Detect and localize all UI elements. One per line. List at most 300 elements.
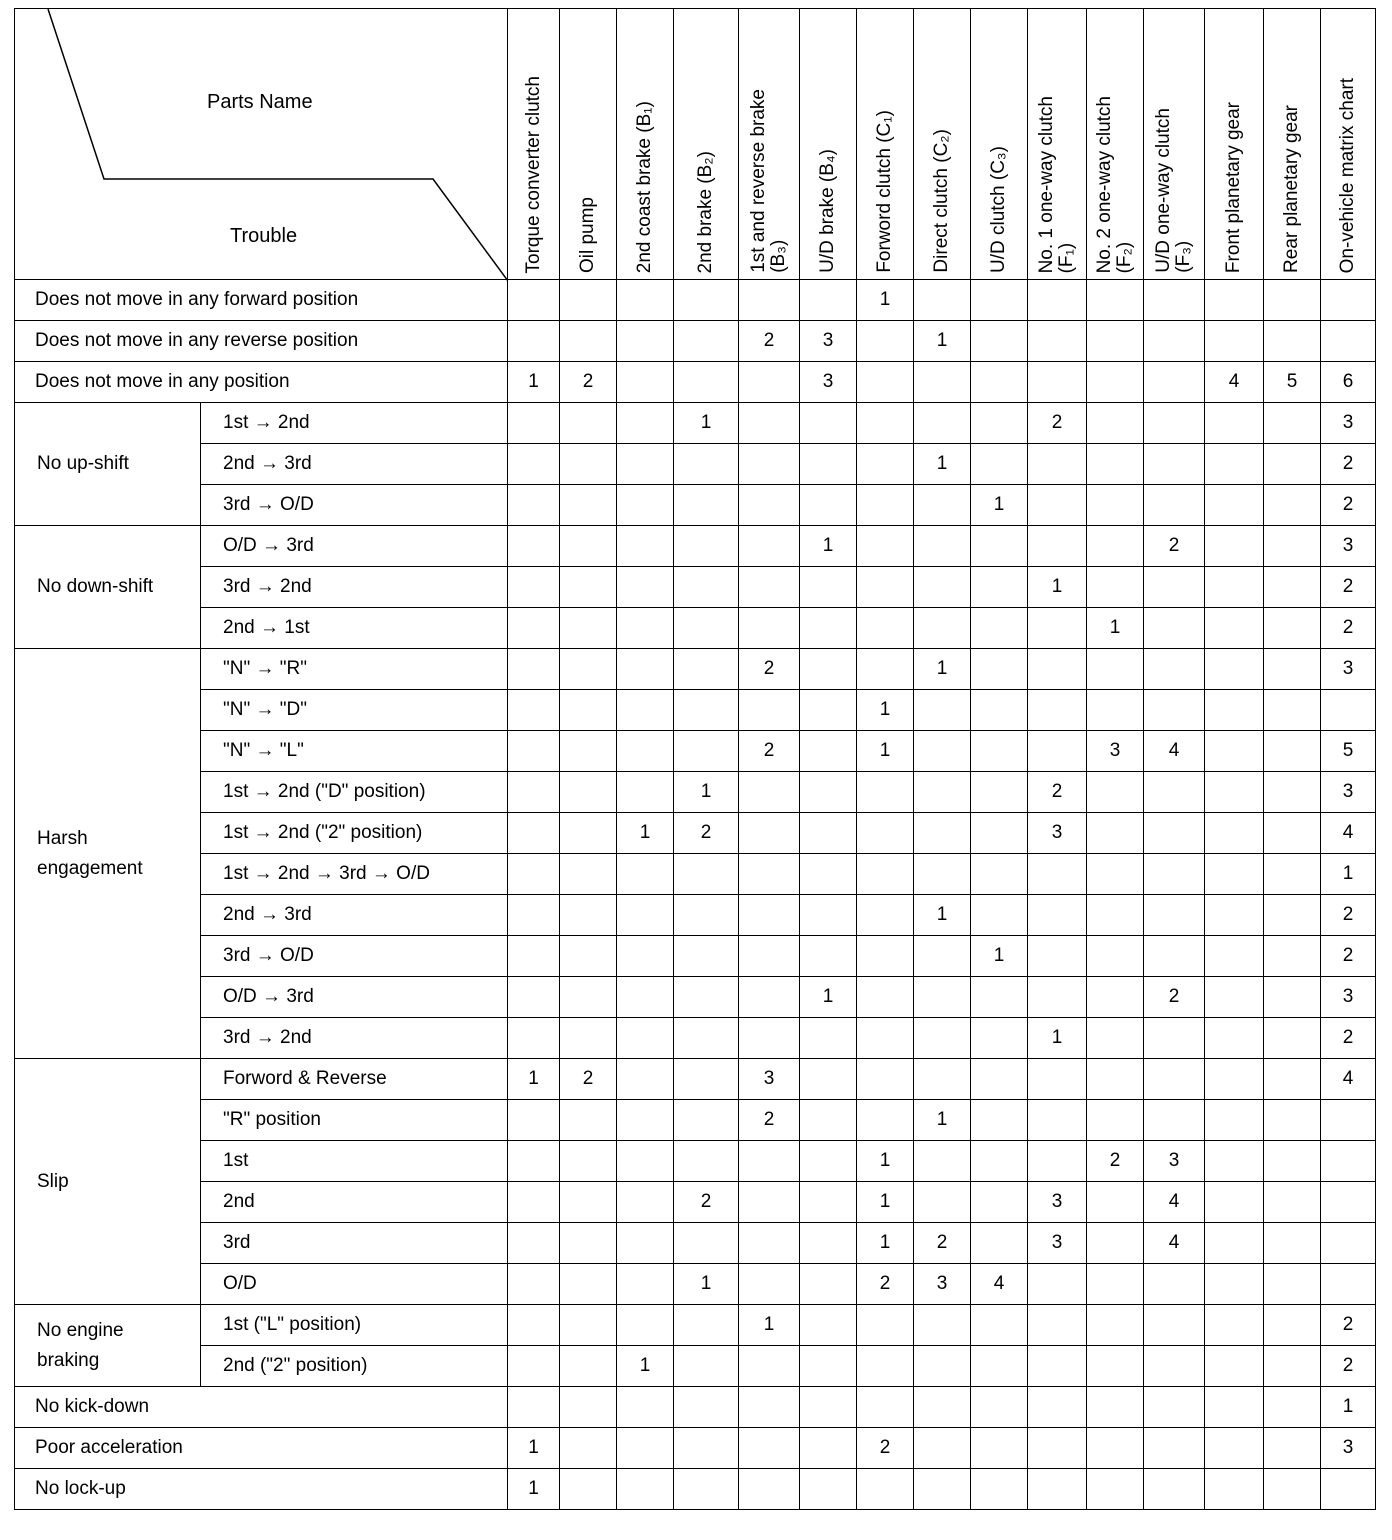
matrix-cell bbox=[1205, 977, 1264, 1018]
matrix-cell: 1 bbox=[674, 403, 739, 444]
matrix-cell bbox=[560, 690, 617, 731]
matrix-cell: 2 bbox=[1321, 608, 1376, 649]
trouble-label: 2nd ("2" position) bbox=[201, 1346, 508, 1387]
matrix-cell bbox=[508, 977, 560, 1018]
matrix-cell bbox=[674, 280, 739, 321]
matrix-cell bbox=[1028, 1305, 1087, 1346]
table-row bbox=[15, 567, 1376, 608]
matrix-cell bbox=[1264, 608, 1321, 649]
column-header-label: Front planetary gear bbox=[1223, 101, 1244, 273]
matrix-cell bbox=[914, 731, 971, 772]
column-header-label: 2nd brake (B₂) bbox=[695, 150, 716, 273]
matrix-cell bbox=[617, 1223, 674, 1264]
trouble-label: "N" → "L" bbox=[201, 731, 508, 772]
matrix-cell: 2 bbox=[1321, 1305, 1376, 1346]
matrix-cell bbox=[617, 321, 674, 362]
matrix-cell bbox=[739, 567, 800, 608]
matrix-cell: 2 bbox=[560, 362, 617, 403]
matrix-cell bbox=[1264, 936, 1321, 977]
table-row bbox=[15, 1428, 1376, 1469]
matrix-cell bbox=[1264, 977, 1321, 1018]
matrix-cell: 1 bbox=[971, 485, 1028, 526]
matrix-cell: 1 bbox=[617, 1346, 674, 1387]
matrix-cell bbox=[1321, 690, 1376, 731]
trouble-label: 1st bbox=[201, 1141, 508, 1182]
matrix-cell bbox=[1144, 321, 1205, 362]
trouble-label: 2nd → 1st bbox=[201, 608, 508, 649]
matrix-cell bbox=[560, 1387, 617, 1428]
matrix-cell bbox=[857, 977, 914, 1018]
matrix-cell bbox=[914, 1141, 971, 1182]
matrix-cell bbox=[1144, 280, 1205, 321]
matrix-cell bbox=[617, 690, 674, 731]
matrix-cell bbox=[971, 731, 1028, 772]
matrix-cell bbox=[1205, 1141, 1264, 1182]
matrix-cell bbox=[1087, 854, 1144, 895]
trouble-label: O/D → 3rd bbox=[201, 977, 508, 1018]
matrix-cell bbox=[674, 485, 739, 526]
matrix-cell bbox=[857, 444, 914, 485]
matrix-cell: 2 bbox=[1087, 1141, 1144, 1182]
matrix-cell bbox=[508, 813, 560, 854]
matrix-cell bbox=[971, 608, 1028, 649]
matrix-cell bbox=[508, 321, 560, 362]
column-header bbox=[1321, 9, 1376, 280]
matrix-cell bbox=[1205, 1059, 1264, 1100]
matrix-cell bbox=[1264, 772, 1321, 813]
matrix-cell bbox=[971, 567, 1028, 608]
matrix-cell bbox=[800, 1182, 857, 1223]
matrix-cell bbox=[1264, 403, 1321, 444]
matrix-cell bbox=[739, 485, 800, 526]
matrix-cell bbox=[560, 1346, 617, 1387]
matrix-cell bbox=[857, 321, 914, 362]
matrix-cell bbox=[1144, 1346, 1205, 1387]
column-header-label: U/D one-way clutch (F₃) bbox=[1153, 108, 1194, 273]
matrix-cell bbox=[617, 1100, 674, 1141]
matrix-cell bbox=[857, 936, 914, 977]
matrix-cell bbox=[739, 977, 800, 1018]
matrix-cell bbox=[800, 690, 857, 731]
matrix-cell bbox=[800, 1387, 857, 1428]
trouble-label: 2nd bbox=[201, 1182, 508, 1223]
matrix-cell bbox=[800, 895, 857, 936]
matrix-cell bbox=[1087, 444, 1144, 485]
matrix-cell bbox=[971, 649, 1028, 690]
trouble-label: Trouble bbox=[230, 225, 298, 247]
table-row bbox=[15, 444, 1376, 485]
matrix-cell bbox=[800, 854, 857, 895]
matrix-cell bbox=[739, 1469, 800, 1510]
matrix-cell bbox=[1264, 1428, 1321, 1469]
matrix-cell bbox=[739, 362, 800, 403]
matrix-cell: 1 bbox=[857, 1223, 914, 1264]
matrix-cell bbox=[617, 854, 674, 895]
matrix-cell bbox=[1144, 854, 1205, 895]
matrix-cell bbox=[800, 1018, 857, 1059]
matrix-cell bbox=[1144, 608, 1205, 649]
matrix-cell bbox=[1087, 649, 1144, 690]
matrix-cell bbox=[1264, 854, 1321, 895]
matrix-cell bbox=[914, 1305, 971, 1346]
matrix-cell bbox=[560, 772, 617, 813]
matrix-cell bbox=[560, 1018, 617, 1059]
matrix-cell: 1 bbox=[617, 813, 674, 854]
matrix-cell: 3 bbox=[1321, 772, 1376, 813]
trouble-label: No lock-up bbox=[15, 1469, 508, 1510]
matrix-cell bbox=[1144, 444, 1205, 485]
matrix-cell: 1 bbox=[1087, 608, 1144, 649]
matrix-cell bbox=[1205, 1182, 1264, 1223]
matrix-cell bbox=[971, 1141, 1028, 1182]
matrix-cell bbox=[1144, 1428, 1205, 1469]
matrix-cell bbox=[1264, 731, 1321, 772]
matrix-cell bbox=[508, 936, 560, 977]
matrix-cell bbox=[857, 649, 914, 690]
matrix-cell bbox=[1205, 280, 1264, 321]
matrix-cell: 1 bbox=[914, 895, 971, 936]
troubleshooting-matrix-table bbox=[14, 8, 1376, 1510]
matrix-cell: 2 bbox=[857, 1428, 914, 1469]
matrix-cell: 3 bbox=[800, 321, 857, 362]
matrix-cell bbox=[617, 1264, 674, 1305]
trouble-label: Poor acceleration bbox=[15, 1428, 508, 1469]
matrix-cell bbox=[1264, 1182, 1321, 1223]
matrix-cell bbox=[971, 854, 1028, 895]
matrix-cell bbox=[1264, 1018, 1321, 1059]
matrix-cell bbox=[1264, 1469, 1321, 1510]
trouble-label: 1st → 2nd bbox=[201, 403, 508, 444]
matrix-cell: 2 bbox=[1321, 444, 1376, 485]
matrix-cell bbox=[800, 1346, 857, 1387]
matrix-cell bbox=[800, 280, 857, 321]
matrix-cell bbox=[560, 895, 617, 936]
matrix-cell bbox=[1321, 1264, 1376, 1305]
matrix-cell bbox=[739, 1387, 800, 1428]
matrix-cell: 1 bbox=[1321, 1387, 1376, 1428]
matrix-cell bbox=[914, 854, 971, 895]
matrix-cell bbox=[800, 1059, 857, 1100]
matrix-cell bbox=[1264, 485, 1321, 526]
matrix-cell bbox=[1205, 1346, 1264, 1387]
matrix-cell bbox=[560, 1182, 617, 1223]
matrix-cell bbox=[560, 854, 617, 895]
matrix-cell bbox=[1205, 772, 1264, 813]
table-row bbox=[15, 1059, 1376, 1100]
table-row bbox=[15, 1346, 1376, 1387]
matrix-cell: 1 bbox=[1028, 567, 1087, 608]
matrix-cell bbox=[560, 567, 617, 608]
matrix-cell bbox=[1144, 567, 1205, 608]
matrix-cell bbox=[1028, 1428, 1087, 1469]
matrix-cell bbox=[508, 567, 560, 608]
column-header-label: Direct clutch (C₂) bbox=[931, 129, 952, 273]
matrix-cell bbox=[971, 403, 1028, 444]
matrix-cell bbox=[739, 1428, 800, 1469]
matrix-cell bbox=[1205, 690, 1264, 731]
matrix-cell bbox=[1205, 1469, 1264, 1510]
matrix-cell bbox=[971, 1428, 1028, 1469]
matrix-cell bbox=[508, 1018, 560, 1059]
trouble-group-label: No up-shift bbox=[15, 403, 201, 526]
matrix-cell bbox=[1205, 1018, 1264, 1059]
matrix-cell bbox=[1205, 1305, 1264, 1346]
matrix-cell bbox=[1264, 1264, 1321, 1305]
trouble-label: "N" → "R" bbox=[201, 649, 508, 690]
matrix-cell bbox=[560, 1223, 617, 1264]
trouble-label: Forword & Reverse bbox=[201, 1059, 508, 1100]
matrix-cell bbox=[674, 444, 739, 485]
table-row bbox=[15, 1223, 1376, 1264]
matrix-cell bbox=[1087, 690, 1144, 731]
table-row bbox=[15, 854, 1376, 895]
matrix-cell bbox=[508, 280, 560, 321]
matrix-cell bbox=[508, 444, 560, 485]
matrix-cell: 1 bbox=[857, 280, 914, 321]
matrix-cell bbox=[800, 608, 857, 649]
matrix-cell: 1 bbox=[857, 690, 914, 731]
matrix-cell bbox=[971, 1223, 1028, 1264]
matrix-cell: 3 bbox=[1144, 1141, 1205, 1182]
matrix-cell bbox=[617, 1387, 674, 1428]
matrix-cell bbox=[1264, 321, 1321, 362]
matrix-cell: 3 bbox=[914, 1264, 971, 1305]
matrix-cell bbox=[857, 854, 914, 895]
column-header-label: Rear planetary gear bbox=[1281, 105, 1302, 273]
matrix-cell bbox=[1028, 895, 1087, 936]
matrix-cell bbox=[617, 1428, 674, 1469]
matrix-cell bbox=[674, 1387, 739, 1428]
column-header bbox=[560, 9, 617, 280]
matrix-cell bbox=[739, 690, 800, 731]
matrix-cell bbox=[560, 1141, 617, 1182]
matrix-cell bbox=[1205, 1428, 1264, 1469]
table-row bbox=[15, 1264, 1376, 1305]
trouble-label: 1st → 2nd → 3rd → O/D bbox=[201, 854, 508, 895]
table-row bbox=[15, 1100, 1376, 1141]
trouble-label: 2nd → 3rd bbox=[201, 895, 508, 936]
matrix-cell bbox=[1028, 444, 1087, 485]
matrix-cell bbox=[1144, 362, 1205, 403]
matrix-cell: 1 bbox=[857, 1141, 914, 1182]
matrix-cell bbox=[1321, 1182, 1376, 1223]
matrix-cell bbox=[1087, 321, 1144, 362]
matrix-cell bbox=[1205, 567, 1264, 608]
matrix-cell bbox=[739, 526, 800, 567]
trouble-label: Does not move in any reverse position bbox=[15, 321, 508, 362]
matrix-cell: 2 bbox=[1144, 526, 1205, 567]
matrix-cell bbox=[800, 1469, 857, 1510]
matrix-cell bbox=[617, 1059, 674, 1100]
matrix-cell bbox=[560, 936, 617, 977]
matrix-cell bbox=[508, 895, 560, 936]
matrix-cell bbox=[674, 1346, 739, 1387]
matrix-cell bbox=[674, 1100, 739, 1141]
matrix-cell bbox=[1264, 649, 1321, 690]
matrix-cell bbox=[857, 1018, 914, 1059]
matrix-cell bbox=[674, 1469, 739, 1510]
matrix-cell bbox=[914, 362, 971, 403]
matrix-cell bbox=[1087, 895, 1144, 936]
matrix-cell bbox=[1087, 1387, 1144, 1428]
matrix-cell bbox=[1087, 772, 1144, 813]
matrix-cell: 3 bbox=[1321, 1428, 1376, 1469]
matrix-cell: 2 bbox=[1028, 772, 1087, 813]
matrix-cell bbox=[617, 403, 674, 444]
matrix-cell bbox=[857, 813, 914, 854]
matrix-cell bbox=[617, 1305, 674, 1346]
matrix-cell bbox=[508, 772, 560, 813]
matrix-cell bbox=[971, 1387, 1028, 1428]
table-row bbox=[15, 895, 1376, 936]
matrix-cell bbox=[1144, 936, 1205, 977]
corner-header bbox=[15, 9, 508, 280]
matrix-cell: 2 bbox=[674, 1182, 739, 1223]
matrix-cell bbox=[1205, 1223, 1264, 1264]
trouble-label: Does not move in any position bbox=[15, 362, 508, 403]
matrix-cell: 2 bbox=[1028, 403, 1087, 444]
matrix-cell bbox=[914, 813, 971, 854]
matrix-cell bbox=[857, 608, 914, 649]
column-header bbox=[857, 9, 914, 280]
matrix-cell bbox=[857, 1387, 914, 1428]
matrix-cell: 1 bbox=[674, 1264, 739, 1305]
matrix-cell bbox=[739, 1141, 800, 1182]
matrix-cell bbox=[800, 936, 857, 977]
column-header bbox=[739, 9, 800, 280]
matrix-cell bbox=[914, 567, 971, 608]
matrix-cell bbox=[857, 1469, 914, 1510]
matrix-cell bbox=[1144, 772, 1205, 813]
matrix-cell: 2 bbox=[857, 1264, 914, 1305]
trouble-group-label: Harsh engagement bbox=[15, 649, 201, 1059]
matrix-cell bbox=[1205, 895, 1264, 936]
matrix-cell bbox=[739, 608, 800, 649]
matrix-cell bbox=[674, 690, 739, 731]
matrix-cell: 1 bbox=[857, 731, 914, 772]
matrix-cell bbox=[1321, 1223, 1376, 1264]
matrix-cell bbox=[1087, 1018, 1144, 1059]
column-header bbox=[971, 9, 1028, 280]
matrix-cell bbox=[800, 1223, 857, 1264]
matrix-cell bbox=[800, 813, 857, 854]
matrix-cell: 1 bbox=[674, 772, 739, 813]
matrix-cell bbox=[1028, 977, 1087, 1018]
column-header bbox=[1087, 9, 1144, 280]
matrix-cell bbox=[560, 813, 617, 854]
matrix-cell bbox=[971, 1305, 1028, 1346]
matrix-cell bbox=[857, 1059, 914, 1100]
matrix-cell bbox=[914, 936, 971, 977]
matrix-cell bbox=[674, 362, 739, 403]
matrix-cell bbox=[971, 526, 1028, 567]
matrix-cell bbox=[971, 362, 1028, 403]
matrix-cell bbox=[508, 1305, 560, 1346]
matrix-cell bbox=[508, 854, 560, 895]
matrix-cell: 3 bbox=[1028, 1223, 1087, 1264]
matrix-cell bbox=[1087, 567, 1144, 608]
matrix-cell bbox=[857, 1100, 914, 1141]
column-header-label: Torque converter clutch bbox=[522, 75, 544, 273]
matrix-cell bbox=[674, 977, 739, 1018]
matrix-cell bbox=[914, 977, 971, 1018]
matrix-cell bbox=[508, 1182, 560, 1223]
matrix-cell bbox=[1144, 1305, 1205, 1346]
matrix-cell bbox=[617, 485, 674, 526]
matrix-cell bbox=[1264, 1141, 1321, 1182]
table-row bbox=[15, 321, 1376, 362]
matrix-cell: 1 bbox=[914, 649, 971, 690]
matrix-cell bbox=[1264, 895, 1321, 936]
column-header-label: U/D clutch (C₃) bbox=[988, 145, 1009, 273]
matrix-cell: 2 bbox=[739, 649, 800, 690]
matrix-cell bbox=[674, 567, 739, 608]
matrix-cell bbox=[1028, 280, 1087, 321]
table-row bbox=[15, 813, 1376, 854]
matrix-cell: 1 bbox=[800, 526, 857, 567]
matrix-cell bbox=[800, 772, 857, 813]
matrix-cell bbox=[508, 690, 560, 731]
matrix-cell: 2 bbox=[1144, 977, 1205, 1018]
matrix-cell bbox=[1144, 403, 1205, 444]
trouble-label: O/D bbox=[201, 1264, 508, 1305]
column-header bbox=[1264, 9, 1321, 280]
matrix-cell bbox=[971, 772, 1028, 813]
matrix-cell: 2 bbox=[1321, 1018, 1376, 1059]
matrix-cell bbox=[508, 1264, 560, 1305]
trouble-label: 3rd → O/D bbox=[201, 936, 508, 977]
trouble-label: O/D → 3rd bbox=[201, 526, 508, 567]
matrix-cell bbox=[914, 1059, 971, 1100]
matrix-cell: 4 bbox=[1144, 1223, 1205, 1264]
column-header-label: 2nd coast brake (B₁) bbox=[634, 100, 655, 273]
matrix-cell bbox=[1264, 1387, 1321, 1428]
matrix-cell: 4 bbox=[971, 1264, 1028, 1305]
matrix-cell bbox=[674, 526, 739, 567]
matrix-cell bbox=[857, 1305, 914, 1346]
matrix-cell: 2 bbox=[1321, 895, 1376, 936]
matrix-cell bbox=[914, 485, 971, 526]
matrix-cell bbox=[800, 444, 857, 485]
matrix-cell bbox=[739, 403, 800, 444]
matrix-cell bbox=[1205, 403, 1264, 444]
matrix-cell bbox=[560, 485, 617, 526]
column-header bbox=[1028, 9, 1087, 280]
matrix-cell bbox=[739, 854, 800, 895]
matrix-cell bbox=[1028, 1100, 1087, 1141]
matrix-cell bbox=[1205, 1264, 1264, 1305]
trouble-group-label: No down-shift bbox=[15, 526, 201, 649]
matrix-cell bbox=[508, 608, 560, 649]
matrix-cell bbox=[560, 1469, 617, 1510]
matrix-cell bbox=[1087, 977, 1144, 1018]
matrix-cell bbox=[508, 403, 560, 444]
matrix-cell bbox=[914, 608, 971, 649]
trouble-label: 3rd → 2nd bbox=[201, 1018, 508, 1059]
matrix-cell bbox=[617, 936, 674, 977]
matrix-cell bbox=[560, 526, 617, 567]
matrix-cell bbox=[617, 1469, 674, 1510]
matrix-cell bbox=[1028, 1264, 1087, 1305]
trouble-group-label: Slip bbox=[15, 1059, 201, 1305]
matrix-cell bbox=[1028, 936, 1087, 977]
matrix-cell bbox=[971, 690, 1028, 731]
matrix-cell bbox=[508, 1100, 560, 1141]
matrix-cell bbox=[674, 1223, 739, 1264]
matrix-cell bbox=[560, 1428, 617, 1469]
table-row bbox=[15, 485, 1376, 526]
matrix-cell bbox=[1087, 1223, 1144, 1264]
